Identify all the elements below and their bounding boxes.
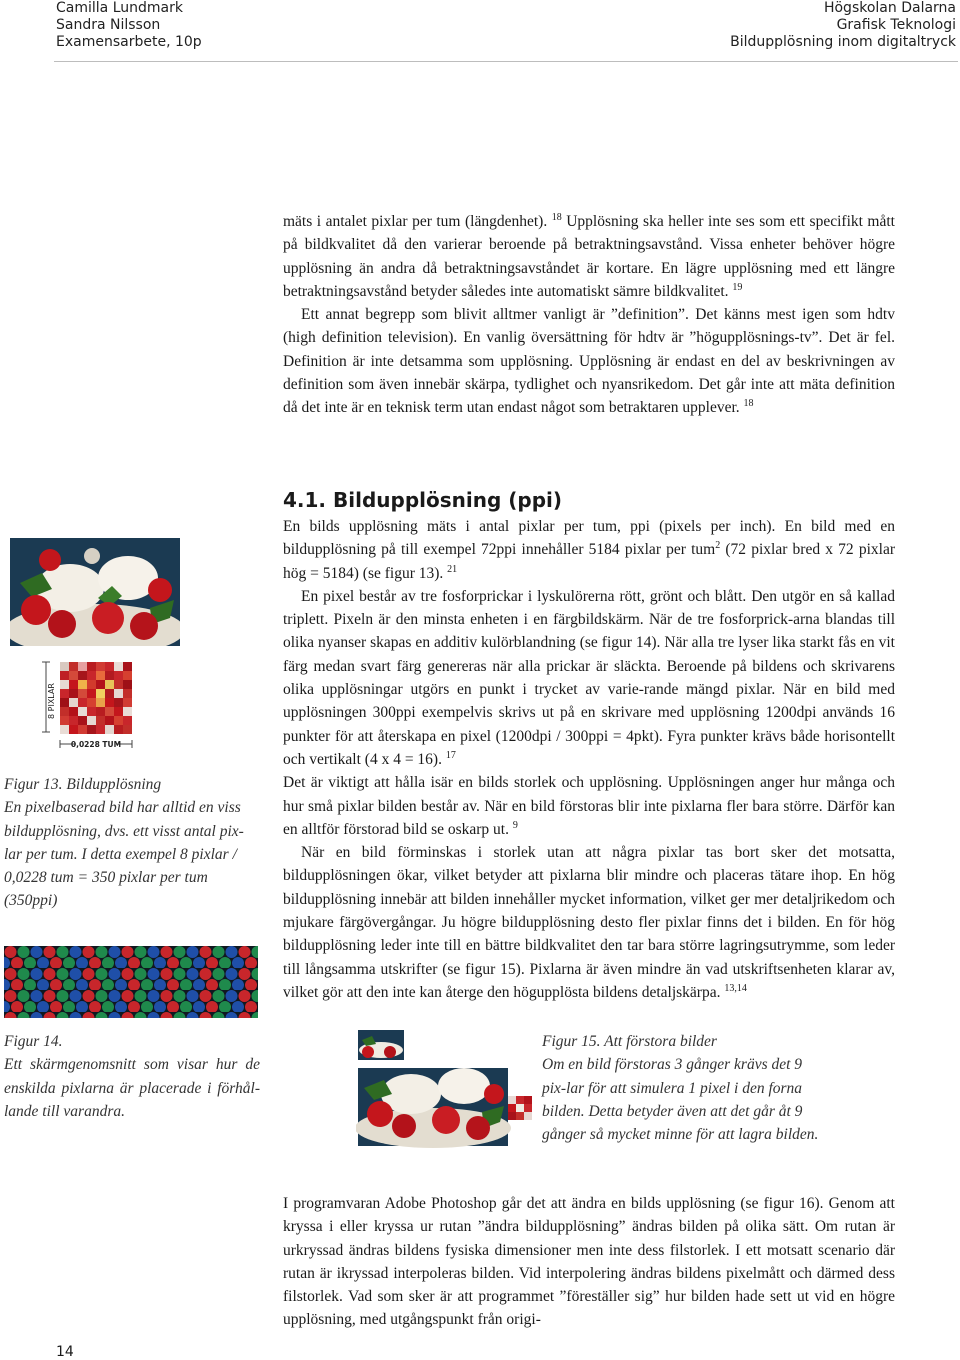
section-heading: 4.1. Bildupplösning (ppi) — [283, 488, 563, 512]
paragraph: Ett annat begrepp som blivit alltmer vanligt är ”definition”. Det känns mest igen som hdtv (high definition television). En vanlig översättning för hdtv är ”högupplösnings-tv”. Det är fel. Definition är inte detsamma som upplösning. Upplösning är endast en del av beskrivningen av definition som även innebär skärpa, tydlighet och nyansrikedom. Det går inte att mäta definition då det inte är en teknisk term utan endast något som betraktaren upplever. $^{18}$ — [283, 306, 895, 417]
caption-title: Figur 15. Att förstora bilder — [542, 1033, 717, 1050]
section-text — [283, 515, 895, 1020]
course-name: Examensarbete, 10p — [56, 34, 202, 50]
caption-body: Ett skärmgenomsnitt som visar hur de enskilda pixlarna är placerade i förhål-lande till varandra. — [4, 1056, 260, 1120]
figure-13-pixel-grid — [38, 656, 146, 760]
reference-number: 13,14 — [724, 982, 747, 994]
caption-body: Om en bild förstoras 3 gånger krävs det 9 pix-lar för att simulera 1 pixel i den forna bilden. Detta betyder även att det går åt 9 gånger så mycket minne för att lagra bilden. — [542, 1056, 819, 1144]
paragraph: En bilds upplösning mäts i antal pixlar per tum, ppi (pixels per inch). En bild med en bildupplösning på till exempel 72ppi innehåller 5184 pixlar per tum$^2$ (72 pixlar bred x 72 pixlar hög = 5184) (se figur 13). $^{21}$ — [283, 518, 895, 582]
reference-number: 18 — [551, 212, 562, 223]
figure-15-enlargement — [356, 1028, 532, 1148]
reference-number: 9 — [512, 819, 518, 831]
figure-13-caption — [4, 773, 244, 913]
caption-title: Figur 13. Bildupplösning — [4, 776, 162, 793]
header-divider — [54, 61, 958, 62]
author-name: Sandra Nilsson — [56, 17, 161, 33]
dimension-label: 8 PIXLAR — [47, 683, 56, 719]
reference-number: 18 — [743, 398, 754, 410]
reference-number: 21 — [447, 563, 458, 575]
figure-13-photo — [10, 538, 180, 646]
author-name: Camilla Lundmark — [56, 0, 183, 16]
page-header-right — [730, 0, 956, 51]
caption-title: Figur 14. — [4, 1033, 63, 1050]
paragraph: Det är viktigt att hålla isär en bilds storlek och upplösning. Upplösningen anger hur många och hur små pixlar bilden består av. När en bild förstoras blir inte pixlarna fler bara större. Därför kan en alltför förstorad bild se oskarp ut. $^9$ — [283, 774, 895, 838]
page-header-left — [56, 0, 202, 51]
page-number: 14 — [56, 1344, 74, 1360]
caption-body: En pixelbaserad bild har alltid en viss bildupplösning, dvs. ett visst antal pix-lar per tum. I detta exempel 8 pixlar / 0,0228 tum = 350 pixlar per tum (350ppi) — [4, 799, 244, 910]
paragraph: mäts i antalet pixlar per tum (längdenhet). $^{18}$ Upplösning ska heller inte ses som ett specifikt mått på bildkvalitet då den varierar beroende på betraktningsavstånd. Vissa enheter behöver högre upplösning än andra då betraktningsavståndet är kortare. En lägre upplösning med ett längre betraktningsavstånd betyder således inte automatiskt sämre bildkvalitet. $^{19}$ — [283, 212, 895, 300]
reference-number: 19 — [732, 281, 743, 293]
intro-text — [283, 210, 895, 420]
reference-number: 17 — [445, 749, 456, 761]
figure-15-caption — [542, 1030, 824, 1146]
dimension-label: 0,0228 TUM — [70, 740, 122, 749]
document-topic: Bildupplösning inom digitaltryck — [730, 34, 956, 50]
paragraph: En pixel består av tre fosforprickar i lyskulörerna rött, grönt och blått. Den utgör en så kallad triplett. Pixeln är den minsta enheten i en färgbildskärm. När de tre fosforprick-arna blandas till olika nyanser skapas en additiv kulörblandning (se figur 14). När alla tre lyser lika starkt fås en vit färg medan svart färg genereras när alla prickar är släckta. Beroende på bildens och skrivarens olika upplösningar utgörs en punkt i trycket av varie-rande mängd pixlar. När en bild med upplösningen 300ppi exempelvis skrivs ut på en skrivare med upplösning 1200dpi används 16 punkter för att återskapa en pixel (1200dpi / 300ppi = 4pkt). Fyra punkter krävs både horisontellt och vertikalt (4 x 4 = 16). $^{17}$ — [283, 587, 895, 768]
program-name: Grafisk Teknologi — [836, 17, 956, 33]
institution-name: Högskolan Dalarna — [823, 0, 956, 16]
figure-14-caption — [4, 1030, 260, 1123]
paragraph: I programvaran Adobe Photoshop går det att ändra en bilds upplösning (se figur 16). Genom att kryssa i eller kryssa ur rutan ”ändra bildupplösning” ändras bilden på olika sätt. Om rutan är urkryssad ändras bildens fysiska dimensioner men inte dess filstorlek. I ett motsatt scenario där rutan är ikryssad interpoleras bilden. Vid interpolering ändras bildens pixelmått och därmed dess filstorlek. Vad som sker är att programmet ”föreställer sig” hur bilden hade sett ut vid en högre upplösning, med utgångspunkt från origi- — [283, 1195, 895, 1329]
figure-14-phosphor-image — [4, 946, 258, 1018]
closing-text — [283, 1192, 895, 1332]
paragraph: När en bild förminskas i storlek utan att några pixlar tas bort sker det motsatta, bildupplösningen ökar, vilket betyder att pixlarna blir mindre och placeras tätare ihop. En hög bildupplösning innebär att bilden innehåller mycket information, vilket ger mer detaljrikedom och mjukare färgövergångar. Ju högre bildupplösning desto fler pixlar finns det i bilden. En för hög bildupplösning leder inte till en bättre bildkvalitet den tar bara större lagringsutrymme, som leder till långsamma utskrifter (se figur 15). Pixlarna är även mindre än vad utskriftsenheten klarar av, vilket gör att den inte kan återge den högupplösta bildens detaljskärpa. $^{13,14}$ — [283, 844, 895, 1001]
superscript: 2 — [715, 540, 721, 552]
